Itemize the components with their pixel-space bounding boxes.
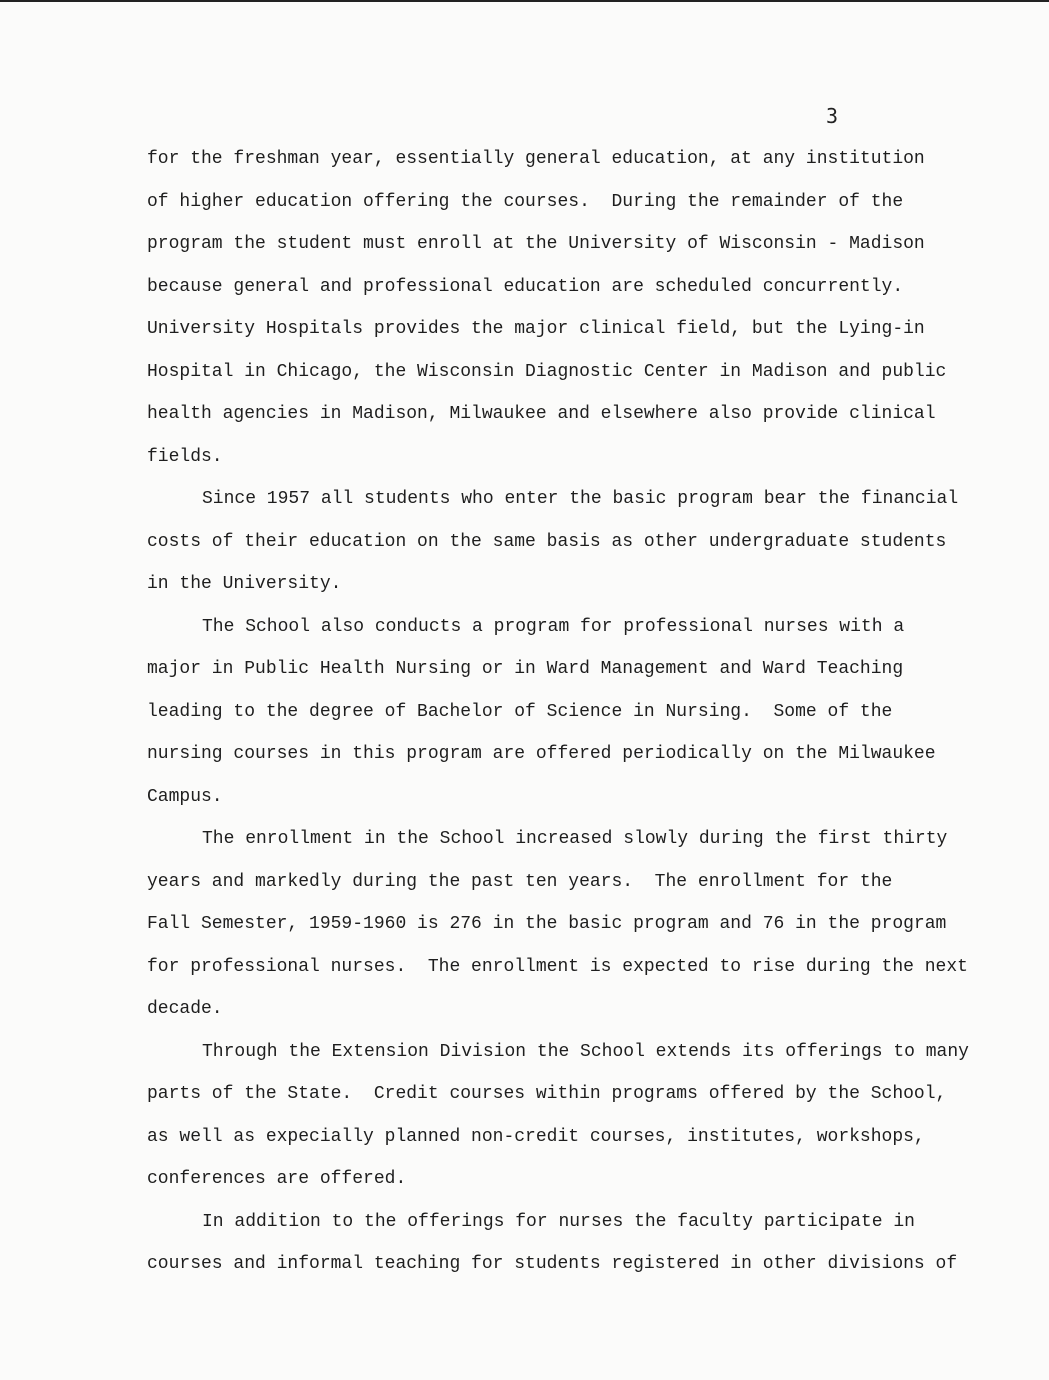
text-line: for professional nurses. The enrollment is expected to rise during the next — [147, 956, 968, 977]
paragraph — [147, 478, 1007, 606]
text-line: program the student must enroll at the University of Wisconsin - Madison — [147, 234, 925, 254]
text-line: of higher education offering the courses. During the remainder of the — [147, 191, 904, 212]
text-line: nursing courses in this program are offered periodically on the Milwaukee — [147, 744, 936, 764]
paragraph — [147, 818, 1007, 1031]
text-line: parts of the State. Credit courses within programs offered by the School, — [147, 1084, 947, 1104]
document-body — [147, 138, 1007, 1286]
page-number: 3 — [826, 104, 839, 128]
text-line: The School also conducts a program for professional nurses with a — [202, 616, 905, 637]
text-line: health agencies in Madison, Milwaukee and elsewhere also provide clinical — [147, 404, 936, 424]
text-line: as well as expecially planned non-credit courses, institutes, workshops, — [147, 1126, 925, 1147]
text-line: because general and professional education are scheduled concurrently. — [147, 276, 904, 297]
text-line: Campus. — [147, 786, 223, 807]
paragraph — [147, 1031, 1007, 1201]
text-line: costs of their education on the same basis as other undergraduate students — [147, 531, 947, 552]
paragraph — [147, 606, 1007, 819]
text-line: Since 1957 all students who enter the basic program bear the financial — [202, 489, 959, 509]
text-line: leading to the degree of Bachelor of Science in Nursing. Some of the — [147, 701, 893, 722]
text-line: years and markedly during the past ten years. The enrollment for the — [147, 871, 893, 892]
text-line: courses and informal teaching for students registered in other divisions of — [147, 1254, 958, 1274]
text-line: University Hospitals provides the major clinical field, but the Lying-in — [147, 319, 925, 339]
text-line: major in Public Health Nursing or in Ward Management and Ward Teaching — [147, 659, 904, 679]
text-line: Fall Semester, 1959-1960 is 276 in the basic program and 76 in the program — [147, 914, 947, 934]
paragraph — [147, 138, 1007, 478]
text-line: Hospital in Chicago, the Wisconsin Diagnostic Center in Madison and public — [147, 361, 947, 382]
text-line: for the freshman year, essentially general education, at any institution — [147, 149, 925, 169]
text-line: fields. — [147, 446, 223, 467]
paragraph — [147, 1201, 1007, 1286]
text-line: In addition to the offerings for nurses the faculty participate in — [202, 1211, 915, 1232]
text-line: in the University. — [147, 574, 342, 594]
text-line: The enrollment in the School increased slowly during the first thirty — [202, 829, 948, 849]
top-border-rule — [0, 0, 1049, 2]
text-line: Through the Extension Division the School extends its offerings to many — [202, 1041, 969, 1062]
text-line: decade. — [147, 999, 223, 1019]
text-line: conferences are offered. — [147, 1169, 407, 1189]
